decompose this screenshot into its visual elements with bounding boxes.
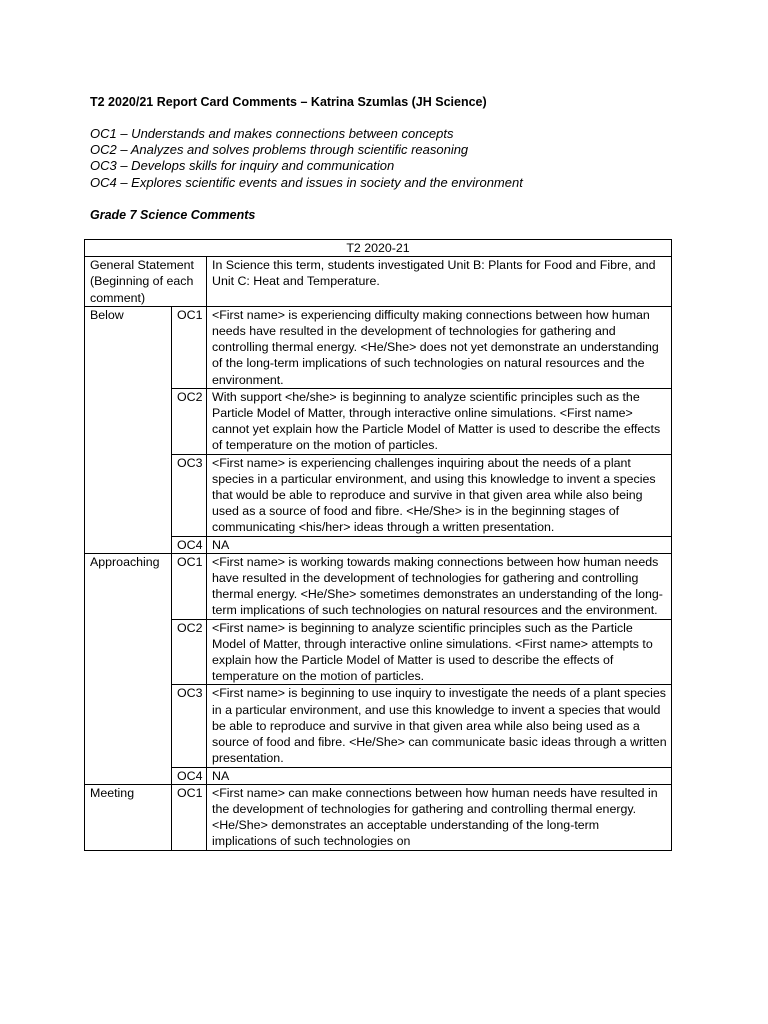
comments-table [84,239,672,851]
table-header-row [85,240,672,257]
outcome-item: OC1 – Understands and makes connections between concepts [90,126,454,141]
comment-text: <First name> is working towards making connections between how human needs have resulted in the development of technologies for gathering and controlling thermal energy. <He/She> sometimes demonstrates an understanding of the long-term implications of such technologies on natural resources and the environment. [207,553,672,619]
general-statement-text: In Science this term, students investigated Unit B: Plants for Food and Fibre, and Unit C: Heat and Temperature. [207,257,672,307]
table-row [85,388,672,454]
level-label: Approaching [85,553,172,784]
table-row [85,619,672,685]
table-row [85,767,672,784]
outcome-item: OC3 – Develops skills for inquiry and communication [90,158,395,174]
document-title: T2 2020/21 Report Card Comments – Katrina Szumlas (JH Science) [90,95,487,109]
table-row [85,553,672,619]
comment-text: NA [207,536,672,553]
level-label: Below [85,306,172,553]
table-row [85,536,672,553]
outcome-item: OC4 – Explores scientific events and issues in society and the environment [90,174,523,190]
oc-code: OC1 [172,553,207,619]
oc-code: OC2 [172,619,207,685]
oc-code: OC1 [172,784,207,850]
table-row [85,306,672,388]
table-row [85,454,672,536]
table-row [85,784,672,850]
general-statement-row [85,257,672,307]
comment-text: <First name> can make connections between how human needs have resulted in the development of technologies for gathering and controlling thermal energy. <He/She> demonstrates an acceptable understanding of the long-term implications of such technologies on [207,784,672,850]
level-label: Meeting [85,784,172,850]
comment-text: <First name> is beginning to analyze scientific principles such as the Particle Model of Matter, through interactive online simulations. <First name> attempts to explain how the Particle Model of Matter is used to describe the effects of temperature on the motion of particles. [207,619,672,685]
oc-code: OC3 [172,454,207,536]
comment-text: <First name> is experiencing difficulty making connections between how human needs have resulted in the development of technologies for gathering and controlling thermal energy. <He/She> does not yet demonstrate an understanding of the long-term implications of such technologies on natural resources and the environment. [207,306,672,388]
oc-code: OC4 [172,536,207,553]
comment-text: NA [207,767,672,784]
outcome-list [90,126,523,191]
oc-code: OC2 [172,388,207,454]
oc-code: OC4 [172,767,207,784]
term-header: T2 2020-21 [85,240,672,257]
comment-text: <First name> is beginning to use inquiry to investigate the needs of a plant species in a particular environment, and use this knowledge to invent a species that would be able to reproduce and survive in that given area while also being used as a source of food and fibre. <He/She> can communicate basic ideas through a written presentation. [207,685,672,767]
section-heading: Grade 7 Science Comments [90,208,256,222]
oc-code: OC3 [172,685,207,767]
comment-text: <First name> is experiencing challenges inquiring about the needs of a plant species in a particular environment, and using this knowledge to invent a species that would be able to reproduce and survive in that given area while also being used as a source of food and fibre. <He/She> is in the beginning stages of communicating <his/her> ideas through a written presentation. [207,454,672,536]
outcome-item: OC2 – Analyzes and solves problems through scientific reasoning [90,142,469,158]
table-row [85,685,672,767]
general-statement-label: General Statement (Beginning of each comment) [85,257,207,307]
comment-text: With support <he/she> is beginning to analyze scientific principles such as the Particle Model of Matter, through interactive online simulations. <First name> cannot yet explain how the Particle Model of Matter is used to describe the effects of temperature on the motion of particles. [207,388,672,454]
oc-code: OC1 [172,306,207,388]
